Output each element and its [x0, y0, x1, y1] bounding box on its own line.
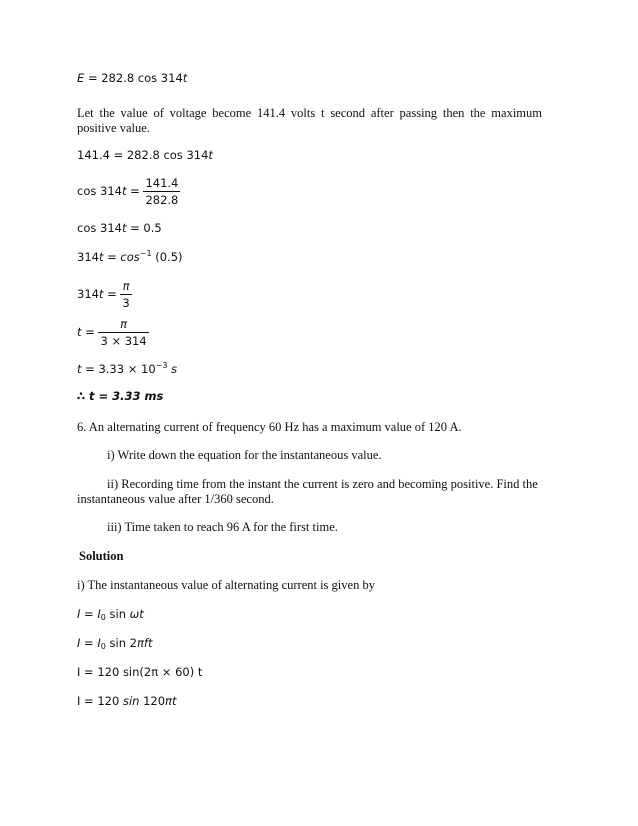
eq2-fraction: [143, 176, 180, 207]
eq7-unit: s: [167, 362, 178, 376]
equation-5: [77, 279, 132, 310]
eq5-denominator: 3: [122, 296, 130, 310]
eqi2-rhs: sin 2: [105, 636, 137, 650]
equation-3: [77, 221, 162, 235]
eq3-rhs: = 0.5: [126, 221, 162, 235]
question-6-part-ii-line2: instantaneous value after 1/360 second.: [77, 492, 274, 506]
eq8-text: t = 3.33 ms: [89, 389, 164, 403]
equation-2: [77, 176, 180, 207]
eq1-var: t: [208, 148, 213, 162]
equation-i2: [77, 636, 152, 650]
eqi1-omega: ωt: [129, 607, 144, 621]
eq5-fraction: [120, 279, 131, 310]
equation-i3: I = 120 sin(2π × 60) t: [77, 665, 203, 679]
eq4-lhs: 314: [77, 250, 99, 264]
equation-7: [77, 362, 177, 376]
equation-i1: [77, 607, 144, 621]
eq-e-var: t: [182, 71, 188, 85]
equation-4: [77, 250, 183, 264]
equation-8: [77, 389, 163, 403]
eq6-lhs: t: [77, 325, 82, 339]
eq7-rhs: = 3.33 × 10: [81, 362, 156, 376]
eqi1-lhs: I: [77, 607, 81, 621]
equation-e: [77, 71, 187, 85]
eq8-therefore: ∴: [77, 389, 90, 403]
eq4-var: t: [98, 250, 104, 264]
paragraph-let: Let the value of voltage become 141.4 volts t second after passing then the maximum positive value.: [77, 106, 542, 135]
eq7-exponent: −3: [155, 361, 168, 370]
question-6-part-iii: iii) Time taken to reach 96 A for the first time.: [107, 520, 338, 534]
solution-heading: Solution: [79, 549, 124, 563]
eq6-eq: =: [81, 325, 95, 339]
eqi2-i0: I: [97, 636, 101, 650]
solution-part-i: i) The instantaneous value of alternating current is given by: [77, 578, 375, 592]
eqi1-eq: =: [80, 607, 98, 621]
eq4-arg: (0.5): [151, 250, 183, 264]
eqi1-rhs: sin: [105, 607, 130, 621]
eqi2-pift: πft: [136, 636, 153, 650]
equation-6: [77, 317, 149, 348]
question-6-part-ii-line1: ii) Recording time from the instant the current is zero and becoming positive. Find the: [107, 477, 538, 491]
eq5-numerator: π: [122, 279, 130, 293]
eq5-lhs: 314: [77, 287, 99, 301]
eqi4-pit: πt: [165, 694, 177, 708]
eq4-fn: cos: [120, 250, 140, 264]
eq1-text: 141.4 = 282.8 cos 314: [77, 148, 209, 162]
eqi4-rhs: 120: [139, 694, 166, 708]
eq7-lhs: t: [77, 362, 82, 376]
eq2-var: t: [121, 184, 127, 198]
question-6-part-i: i) Write down the equation for the instantaneous value.: [107, 448, 382, 462]
eqi1-sub: 0: [100, 613, 106, 622]
eqi4-lhs: I = 120: [77, 694, 123, 708]
eq2-lhs: cos 314: [77, 184, 122, 198]
eq-e-rhs: = 282.8 cos 314: [87, 71, 183, 85]
eqi2-sub: 0: [100, 642, 106, 651]
eq5-var: t: [98, 287, 104, 301]
eq6-denominator: 3 × 314: [100, 334, 147, 348]
equation-i4: [77, 694, 176, 708]
eq5-eq: =: [103, 287, 117, 301]
eq6-numerator: π: [120, 317, 128, 331]
eqi1-i0: I: [97, 607, 101, 621]
eq6-fraction: [98, 317, 148, 348]
eq4-mid: =: [103, 250, 121, 264]
eq2-numerator: 141.4: [145, 176, 179, 190]
eq-e-lhs: E: [77, 71, 85, 85]
eq3-lhs: cos 314: [77, 221, 122, 235]
eq4-exponent: −1: [139, 249, 152, 258]
eqi2-eq: =: [80, 636, 98, 650]
equation-1: [77, 148, 213, 162]
eqi2-lhs: I: [77, 636, 81, 650]
eq3-var: t: [121, 221, 127, 235]
eqi4-sin: sin: [122, 694, 140, 708]
eq2-eq: =: [126, 184, 140, 198]
question-6: 6. An alternating current of frequency 60 Hz has a maximum value of 120 A.: [77, 420, 462, 434]
eq2-denominator: 282.8: [145, 193, 179, 207]
